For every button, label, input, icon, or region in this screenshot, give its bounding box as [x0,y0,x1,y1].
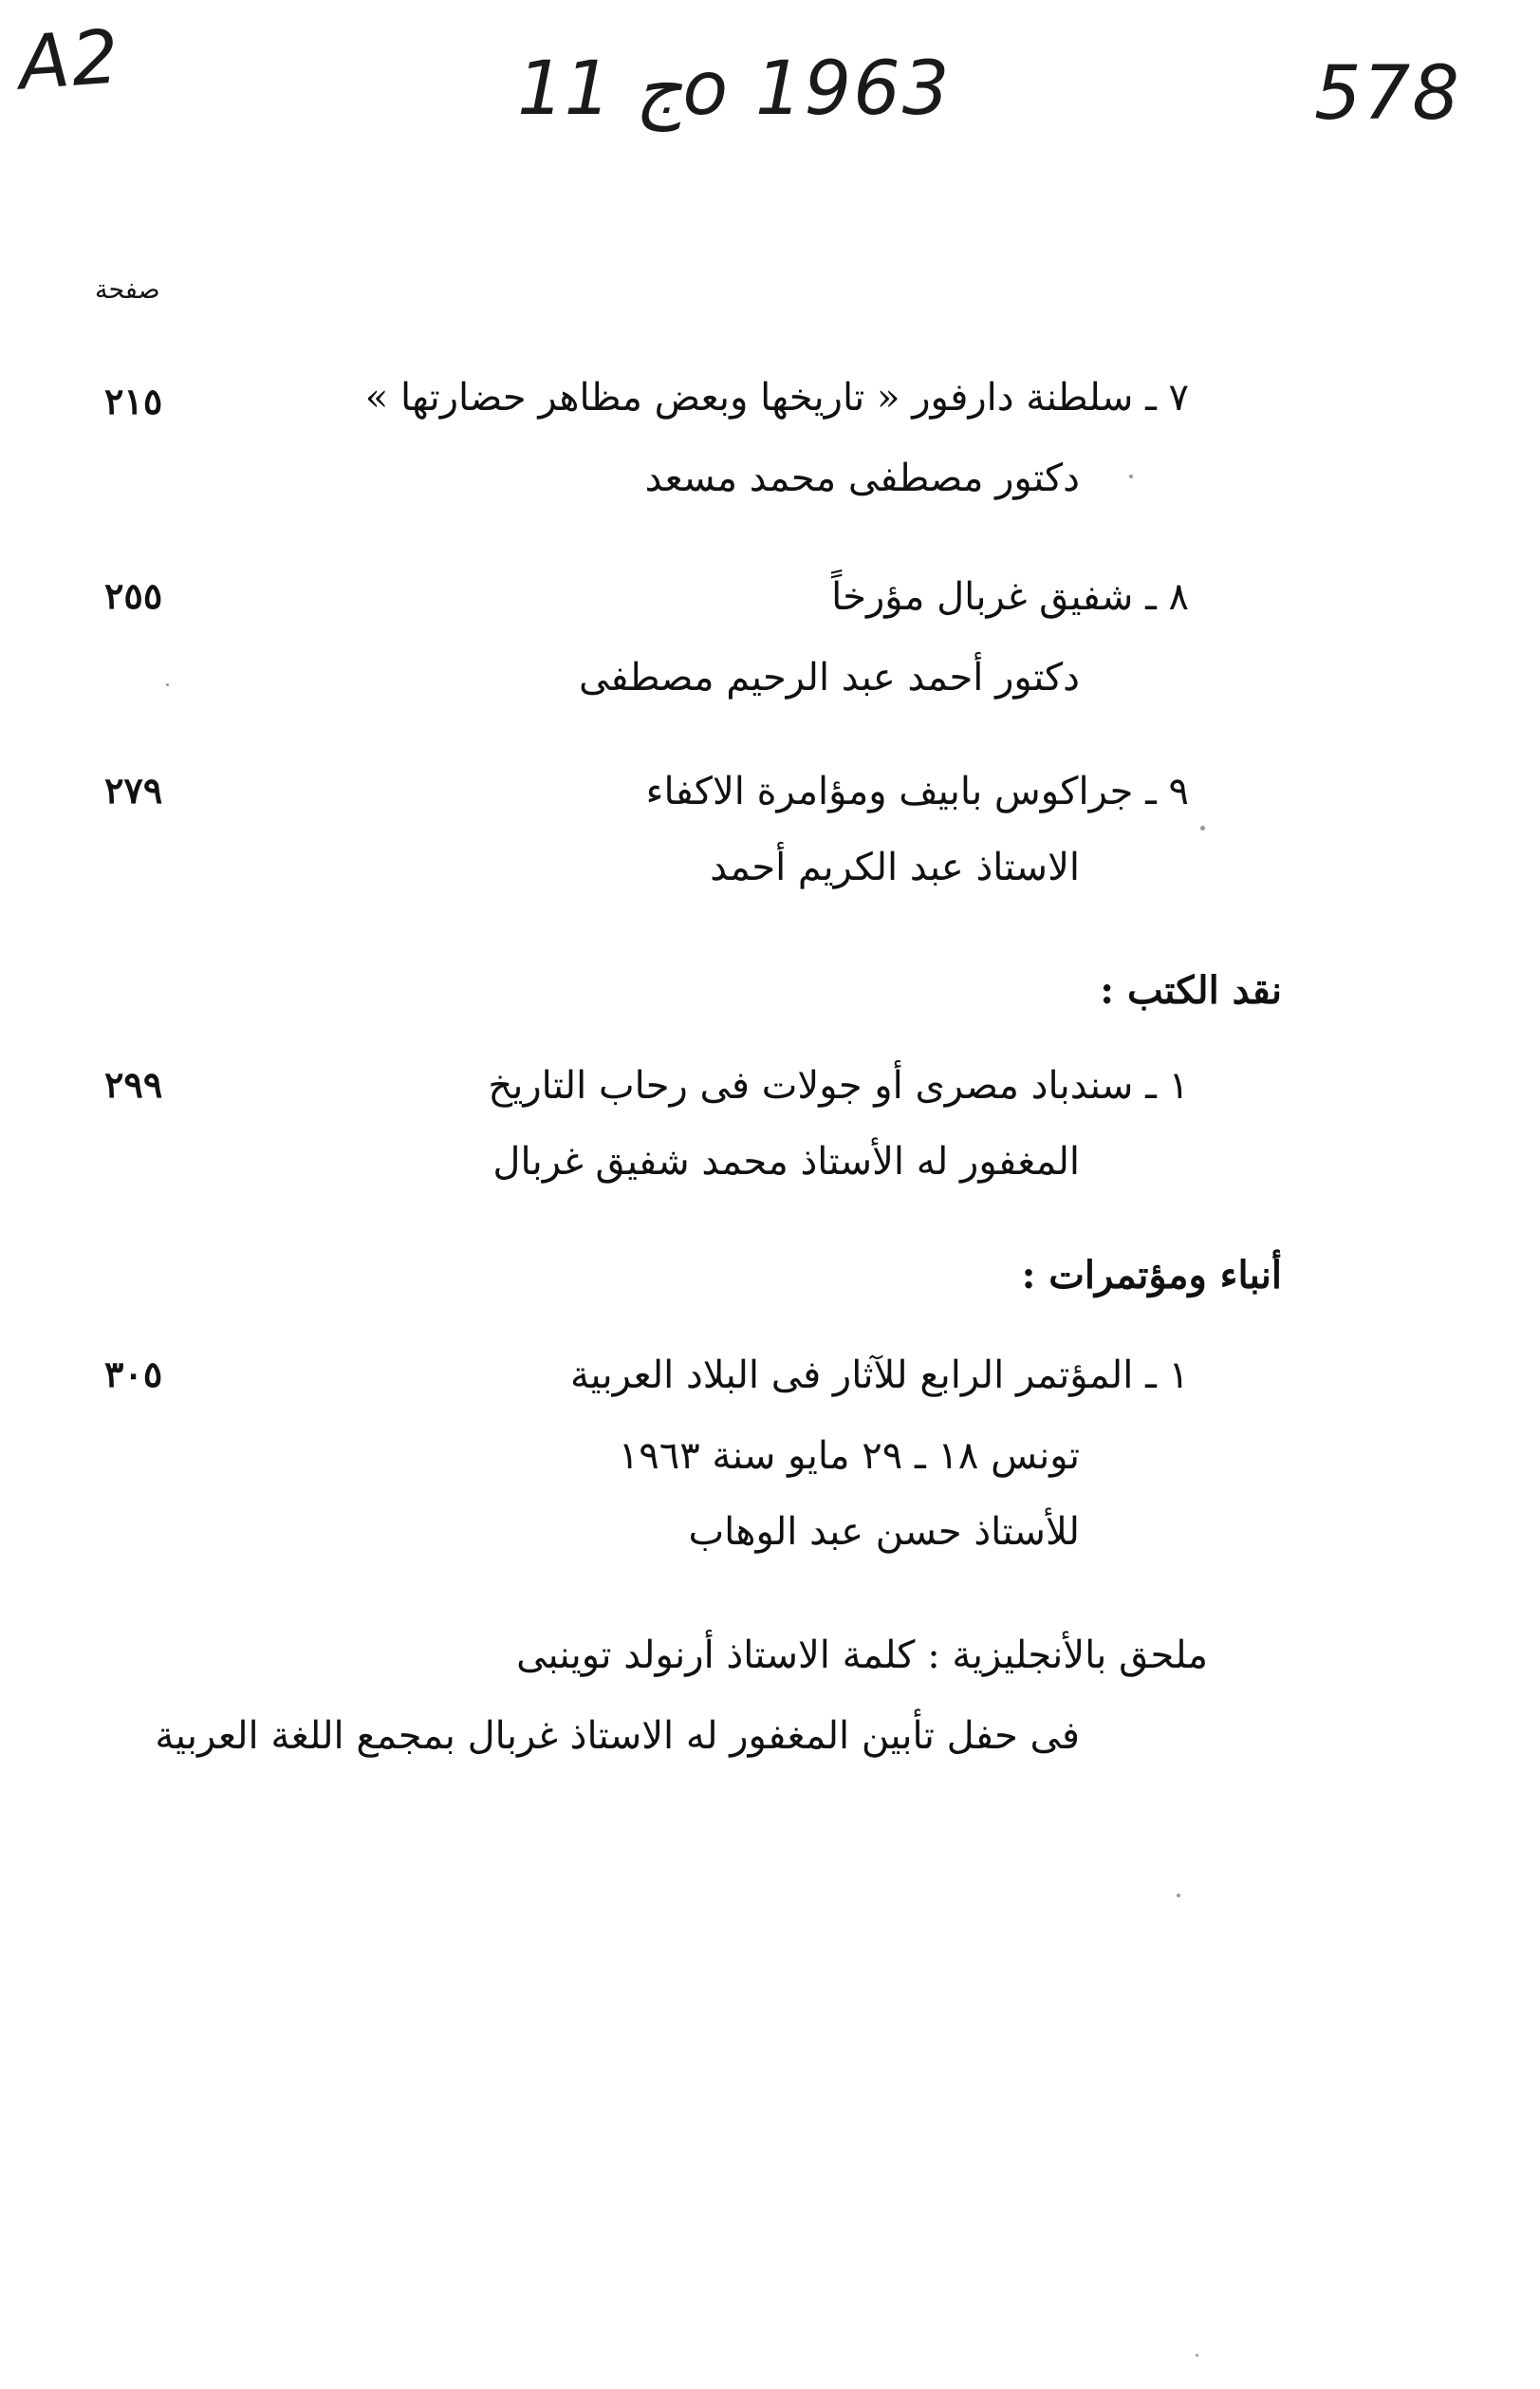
toc-entry-author: المغفور له الأستاذ محمد شفيق غربال [492,1140,1080,1184]
toc-entry-author: دكتور أحمد عبد الرحيم مصطفى [579,656,1080,700]
handwritten-archive-code: A2 [15,14,123,107]
handwritten-date: 11 جo 1963 [517,47,952,132]
toc-entry-page: ٢٧٩ [104,769,163,812]
toc-entry-author: دكتور مصطفى محمد مسعد [644,457,1080,500]
scan-speck [1200,826,1205,831]
toc-entry-page: ٢٥٥ [104,574,163,617]
toc-entry-page: ٢١٥ [104,380,163,422]
appendix-line-1: ملحق بالأنجليزية : كلمة الاستاذ أرنولد توينبى [516,1633,1208,1677]
appendix-line-2: فى حفل تأبين المغفور له الاستاذ غربال بمجمع اللغة العربية [155,1714,1080,1758]
toc-entry-title: ١ ـ سندباد مصرى أو جولات فى رحاب التاريخ [488,1064,1189,1108]
scan-speck [1177,1894,1180,1897]
toc-entry-title: ٩ ـ جراكوس بابيف ومؤامرة الاكفاء [645,770,1189,813]
section-heading-news: أنباء ومؤتمرات : [1021,1253,1282,1297]
toc-entry-page: ٣٠٥ [104,1353,163,1395]
toc-entry-title: ٧ ـ سلطنة دارفور « تاريخها وبعض مظاهر حضارتها » [364,376,1189,420]
scan-speck [1196,2354,1198,2357]
toc-entry-author: الاستاذ عبد الكريم أحمد [710,846,1080,889]
handwritten-page-number: 578 [1314,51,1461,137]
page-column-label: صفحة [95,275,160,305]
toc-entry-title: ٨ ـ شفيق غربال مؤرخاً [831,575,1189,619]
scan-speck [166,683,169,686]
toc-entry-page: ٢٩٩ [104,1063,163,1106]
toc-entry-title: ١ ـ المؤتمر الرابع للآثار فى البلاد العربية [569,1353,1189,1397]
section-heading-book-reviews: نقد الكتب : [1100,968,1282,1013]
toc-entry-author: للأستاذ حسن عبد الوهاب [688,1510,1080,1554]
scan-speck [1129,475,1133,478]
toc-entry-subtitle: تونس ١٨ ـ ٢٩ مايو سنة ١٩٦٣ [618,1434,1080,1478]
